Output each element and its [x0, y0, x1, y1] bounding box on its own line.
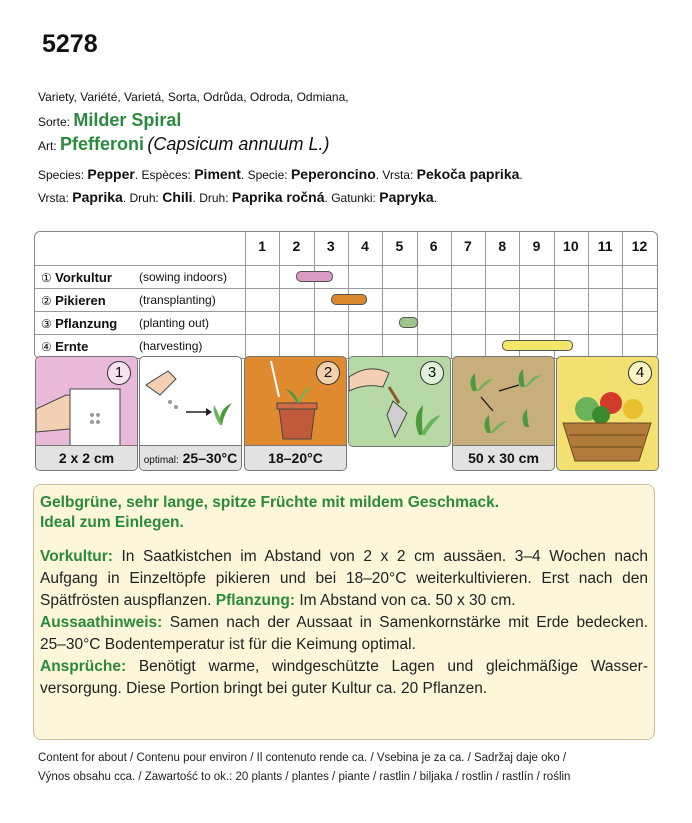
- tile-planting-out: [348, 356, 451, 447]
- art-label: Art:: [38, 139, 57, 153]
- grid-line: [485, 232, 486, 358]
- species-label: Espèces:: [141, 168, 191, 182]
- month-7: 7: [464, 238, 472, 254]
- keyword-vorkultur: Vorkultur:: [40, 548, 113, 565]
- species-value: Pepper: [87, 166, 135, 182]
- step-term: Pikieren: [55, 293, 106, 308]
- keyword-aussaathinweis: Aussaathinweis:: [40, 614, 163, 631]
- species-label: Druh:: [129, 191, 159, 205]
- step-number: ①: [41, 271, 52, 285]
- product-code: 5278: [42, 30, 98, 58]
- tile-label: 18–20°C: [245, 445, 346, 470]
- sowing-calendar: [34, 231, 658, 359]
- species-line-2: Vrsta: Paprika. Druh: Chili. Druh: Paprika ročná. Gatunki: Papryka.: [38, 189, 438, 205]
- step-english: (sowing indoors): [139, 270, 228, 284]
- species-value: Pekoča paprika: [416, 166, 520, 182]
- month-5: 5: [395, 238, 404, 254]
- calendar-row-pflanzung: [35, 311, 657, 335]
- step-4-badge: 4: [628, 361, 652, 385]
- period-bar-ernte: [502, 340, 573, 351]
- tile-harvest: [556, 356, 659, 471]
- species-value: Chili: [162, 189, 193, 205]
- species-label: Gatunki:: [331, 191, 376, 205]
- tile-label: 50 x 30 cm: [453, 445, 554, 470]
- month-10: 10: [563, 238, 579, 254]
- step-english: (transplanting): [139, 293, 216, 307]
- month-11: 11: [597, 238, 613, 254]
- heading-line-1: Gelbgrüne, sehr lange, spitze Früchte mit mildem Geschmack.: [40, 494, 500, 511]
- step-term: Vorkultur: [55, 270, 112, 285]
- step-2-badge: 2: [316, 361, 340, 385]
- month-1: 1: [258, 238, 267, 254]
- period-bar-vorkultur: [296, 271, 332, 282]
- month-3: 3: [326, 238, 335, 254]
- species-label: Species:: [38, 168, 85, 182]
- vorkultur-text: In Saatkistchen im Abstand von 2 x 2 cm aussäen. 3–4 Wochen nach Aufgang in Einzeltöpfe pikieren und bei 18–20°C weiterkultivieren. Erst nach den Spätfrösten auspflanzen.: [40, 548, 648, 609]
- species-label: Vrsta:: [382, 168, 414, 182]
- tile-plant-spacing: [452, 356, 555, 471]
- heading-line-2: Ideal zum Einlegen.: [40, 514, 184, 531]
- step-english: (planting out): [139, 316, 210, 330]
- sorte-label: Sorte:: [38, 115, 71, 129]
- species-label: Specie:: [247, 168, 288, 182]
- month-8: 8: [498, 238, 507, 254]
- aussaat-text: Samen nach der Aussaat in Samenkornstärke mit Erde bedecken. 25–30°C Bodentemperatur ist für die Keimung optimal.: [40, 614, 648, 653]
- calendar-row-vorkultur: [35, 265, 657, 289]
- month-6: 6: [429, 238, 438, 254]
- month-2: 2: [292, 238, 301, 254]
- period-bar-pflanzung: [399, 317, 418, 328]
- grid-line: [588, 232, 589, 358]
- period-bar-pikieren: [331, 294, 367, 305]
- spacing-plants-icon: [453, 357, 554, 446]
- sorte-line: [38, 110, 181, 131]
- species-label: Druh:: [199, 191, 229, 205]
- tile-germination-temp: [139, 356, 242, 471]
- step-3-badge: 3: [420, 361, 444, 385]
- description-heading: [40, 493, 640, 533]
- grid-line: [622, 232, 623, 358]
- grid-line: [314, 232, 315, 358]
- step-number: ②: [41, 294, 52, 308]
- tile-label: 2 x 2 cm: [36, 445, 137, 470]
- tile-transplant-temp: [244, 356, 347, 471]
- step-1-badge: 1: [107, 361, 131, 385]
- keyword-pflanzung: Pflanzung:: [215, 592, 296, 609]
- grid-line: [382, 232, 383, 358]
- species-value: Papryka: [379, 189, 434, 205]
- pflanzung-text: Im Abstand von ca. 50 x 30 cm.: [295, 592, 516, 609]
- tile-label: [140, 445, 241, 470]
- step-number: ④: [41, 340, 52, 354]
- month-9: 9: [532, 238, 541, 254]
- temperature-value: 25–30°C: [182, 450, 238, 466]
- footer-line-1: Content for about / Contenu pour environ / Il contenuto rende ca. / Vsebina je za ca. / Sadržaj daje oko /: [38, 752, 567, 764]
- species-value: Peperoncino: [290, 166, 376, 182]
- step-term: Pflanzung: [55, 316, 118, 331]
- grid-line: [451, 232, 452, 358]
- step-english: (harvesting): [139, 339, 203, 353]
- description-box: [33, 484, 655, 740]
- ansprueche-text: Benötigt warme, windgeschützte Lagen und gleichmäßige Wasser-versorgung. Diese Portion bringt bei guter Kultur ca. 20 Pflanzen.: [40, 658, 648, 697]
- sorte-name: Milder Spiral: [73, 110, 182, 130]
- species-line-1: Species: Pepper. Espèces: Piment. Specie: Peperoncino. Vrsta: Pekoča paprika.: [38, 166, 523, 182]
- footer-line-2: Výnos obsahu cca. / Zawartość to ok.: 20 plants / plantes / piante / rastlin / biljaka / rostlin / rastlín / roślin: [38, 771, 571, 783]
- step-term: Ernte: [55, 339, 89, 354]
- tile-sowing-spacing: [35, 356, 138, 471]
- species-value: Paprika ročná: [231, 189, 325, 205]
- art-name: Pfefferoni: [60, 134, 145, 154]
- species-label: Vrsta:: [38, 191, 69, 205]
- label-prefix: optimal:: [143, 455, 179, 466]
- art-latin: (Capsicum annuum L.): [147, 134, 330, 154]
- month-4: 4: [361, 238, 369, 254]
- keyword-ansprueche: Ansprüche:: [40, 658, 127, 675]
- variety-line: Variety, Variété, Varietá, Sorta, Odrůda, Odroda, Odmiana,: [38, 90, 349, 104]
- species-value: Paprika: [72, 189, 123, 205]
- species-value: Piment: [194, 166, 241, 182]
- seed-sprout-icon: [140, 357, 241, 446]
- month-12: 12: [631, 238, 648, 254]
- description-body: [40, 546, 648, 700]
- art-line: [38, 134, 329, 155]
- grid-line: [279, 232, 280, 358]
- step-number: ③: [41, 317, 52, 331]
- grid-line: [417, 232, 418, 358]
